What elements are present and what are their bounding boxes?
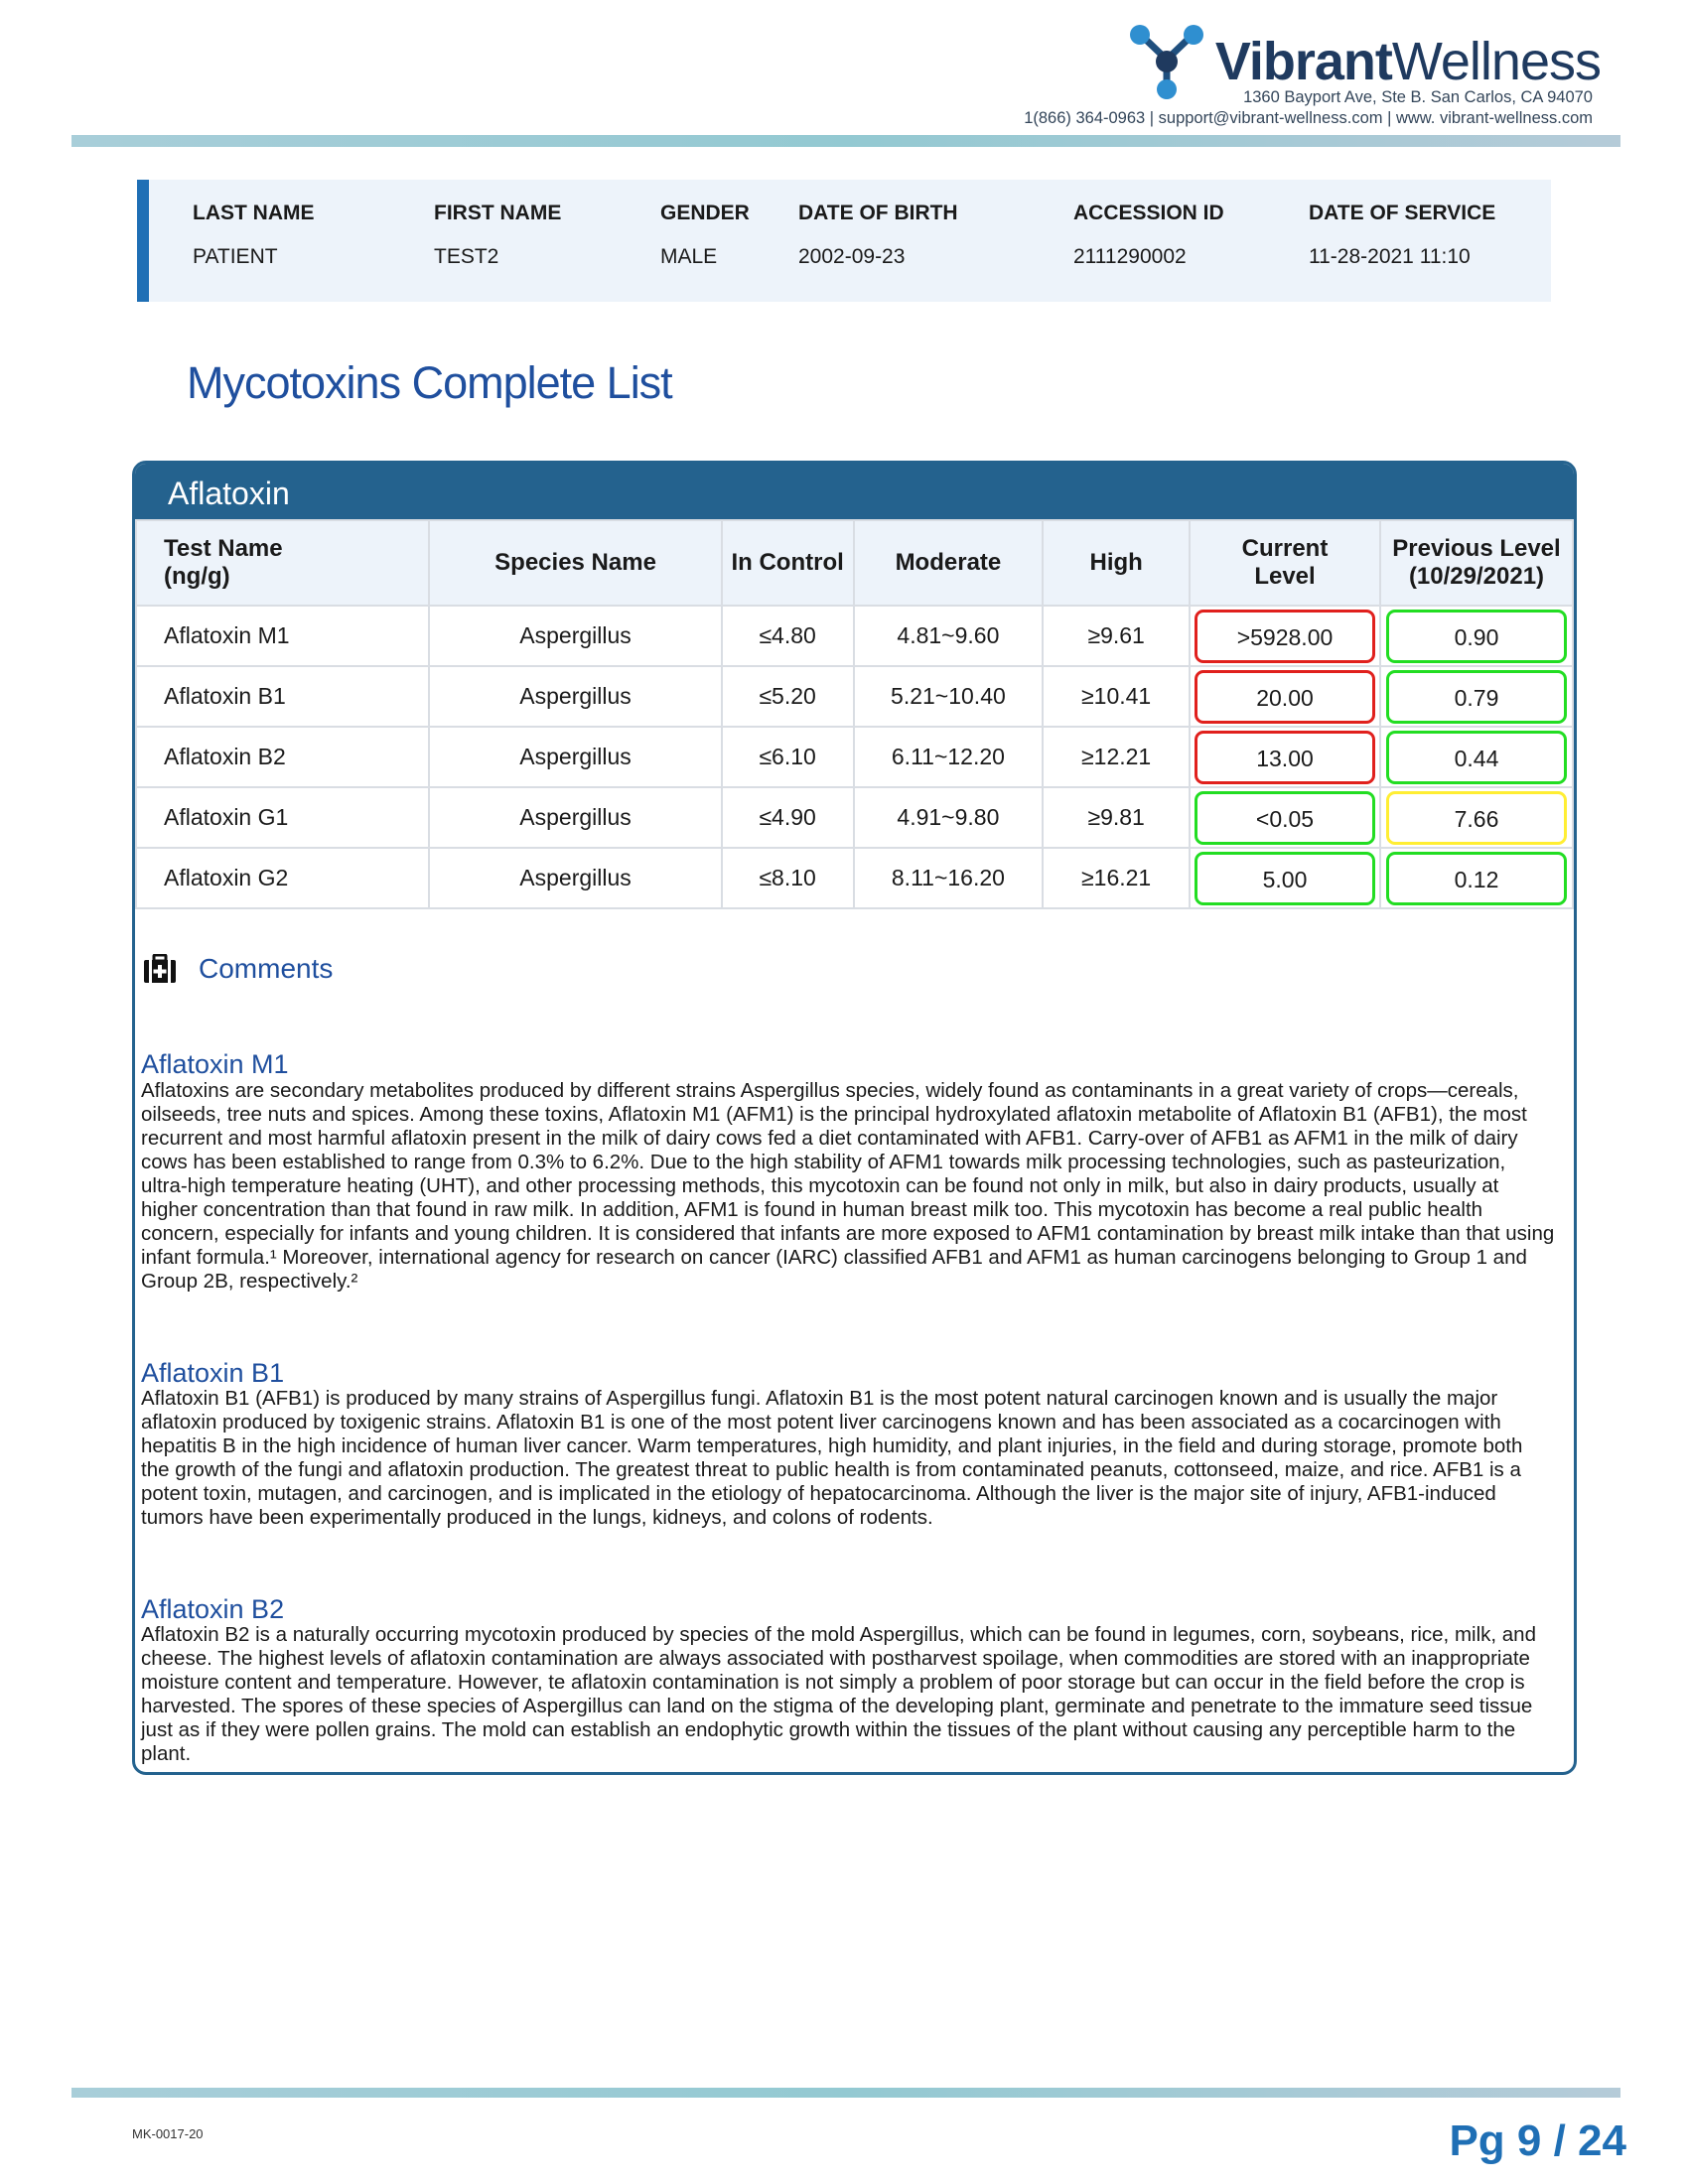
high-range: ≥16.21	[1043, 848, 1190, 908]
col-test-name: Test Name (ng/g)	[136, 520, 429, 606]
previous-level-value: 0.90	[1386, 610, 1567, 663]
panel-title: Aflatoxin	[168, 476, 290, 511]
panel-header	[135, 464, 1574, 519]
page-number: Pg 9 / 24	[1449, 2116, 1626, 2165]
moderate-range: 5.21~10.40	[854, 666, 1044, 727]
species-name: Aspergillus	[429, 848, 721, 908]
in-control-range: ≤5.20	[722, 666, 854, 727]
table-header-row	[136, 520, 1573, 606]
moderate-range: 4.81~9.60	[854, 606, 1044, 666]
medical-kit-icon	[143, 954, 177, 984]
test-name: Aflatoxin G2	[136, 848, 429, 908]
high-range: ≥9.61	[1043, 606, 1190, 666]
test-name: Aflatoxin B2	[136, 727, 429, 787]
patient-info-box	[137, 180, 1551, 302]
comment-title-m1: Aflatoxin M1	[141, 1049, 289, 1079]
high-range: ≥12.21	[1043, 727, 1190, 787]
species-name: Aspergillus	[429, 787, 721, 848]
moderate-range: 8.11~16.20	[854, 848, 1044, 908]
molecule-logo-icon	[1124, 22, 1209, 101]
header-divider	[71, 135, 1620, 147]
comment-body-b1: Aflatoxin B1 (AFB1) is produced by many strains of Aspergillus fungi. Aflatoxin B1 is the most potent natural carcinogen known and is usually the major aflatoxin produced by toxigenic strains. Aflatoxin B1 is one of the most potent liver carcinogens known and has been associated as a cocarcinogen with hepatitis B in the high incidence of human liver cancer. Warm temperatures, high humidity, and plant injuries, in the field and during storage, promote both the growth of the fungi and aflatoxin production. The greatest threat to public health is from contaminated peanuts, cottonseed, maize, and rice. AFB1 is a potent toxin, mutagen, and carcinogen, and is implicated in the etiology of hepatocarcinoma. Although the liver is the major site of injury, AFB1-induced tumors have been experimentally produced in the lungs, kidneys, and colons of rodents.	[141, 1387, 1523, 1529]
patient-box-accent	[137, 180, 149, 302]
moderate-range: 6.11~12.20	[854, 727, 1044, 787]
table-row	[136, 666, 1573, 727]
moderate-range: 4.91~9.80	[854, 787, 1044, 848]
test-name: Aflatoxin G1	[136, 787, 429, 848]
col-species: Species Name	[429, 520, 721, 606]
col-high: High	[1043, 520, 1190, 606]
in-control-range: ≤8.10	[722, 848, 854, 908]
current-level-value: <0.05	[1195, 791, 1375, 845]
col-in-control: In Control	[722, 520, 854, 606]
col-moderate: Moderate	[854, 520, 1044, 606]
current-level-value: 13.00	[1195, 731, 1375, 784]
table-row	[136, 848, 1573, 908]
col-previous-level: Previous Level (10/29/2021)	[1380, 520, 1573, 606]
brand-name: VibrantWellness	[1214, 32, 1601, 91]
col-current-level: Current Level	[1190, 520, 1380, 606]
patient-accession-id: ACCESSION ID 2111290002	[1073, 202, 1224, 268]
previous-level-value: 7.66	[1386, 791, 1567, 845]
high-range: ≥10.41	[1043, 666, 1190, 727]
patient-last-name: LAST NAME PATIENT	[193, 202, 315, 268]
comment-body-b2: Aflatoxin B2 is a naturally occurring mycotoxin produced by species of the mold Aspergillus, which can be found in legumes, corn, soybeans, rice, milk, and cheese. The highest levels of aflatoxin contamination are always associated with postharvest spoilage, when commodities are stored with an inappropriate moisture content and temperature. However, te aflatoxin contamination is not simply a problem of poor storage but can occur in the field before the crop is harvested. The spores of these species of Aspergillus can land on the stigma of the developing plant, germinate and penetrate to the immature seed tissue just as if they were pollen grains. The mold can establish an endophytic growth within the tissues of the plant without causing any perceptible harm to the plant.	[141, 1623, 1536, 1765]
patient-gender: GENDER MALE	[660, 202, 750, 268]
in-control-range: ≤4.90	[722, 787, 854, 848]
current-level-value: 5.00	[1195, 852, 1375, 905]
previous-level-value: 0.44	[1386, 731, 1567, 784]
patient-date-of-service: DATE OF SERVICE 11-28-2021 11:10	[1309, 202, 1496, 268]
comments-label: Comments	[199, 953, 334, 984]
species-name: Aspergillus	[429, 666, 721, 727]
results-table	[135, 519, 1574, 909]
in-control-range: ≤6.10	[722, 727, 854, 787]
comment-title-b2: Aflatoxin B2	[141, 1594, 285, 1624]
aflatoxin-panel	[132, 461, 1577, 1775]
comment-title-b1: Aflatoxin B1	[141, 1358, 285, 1388]
table-row	[136, 606, 1573, 666]
species-name: Aspergillus	[429, 727, 721, 787]
current-level-value: 20.00	[1195, 670, 1375, 724]
page-title: Mycotoxins Complete List	[187, 357, 672, 408]
in-control-range: ≤4.80	[722, 606, 854, 666]
patient-dob: DATE OF BIRTH 2002-09-23	[798, 202, 958, 268]
footer-divider	[71, 2088, 1620, 2098]
previous-level-value: 0.79	[1386, 670, 1567, 724]
company-address: 1360 Bayport Ave, Ste B. San Carlos, CA 94070	[1243, 88, 1593, 106]
comment-body-m1: Aflatoxins are secondary metabolites produced by different strains Aspergillus species, widely found as contaminants in a great variety of crops—cereals, oilseeds, tree nuts and spices. Among these toxins, Aflatoxin M1 (AFM1) is the principal hydroxylated aflatoxin metabolite of Aflatoxin B1 (AFB1), the most recurrent and most harmful aflatoxin present in the milk of dairy cows fed a diet contaminated with AFB1. Carry-over of AFB1 as AFM1 in the milk of dairy cows has been established to range from 0.3% to 6.2%. Due to the high stability of AFM1 towards milk processing technologies, such as pasteurization, ultra-high temperature heating (UHT), and other processing methods, this mycotoxin can be found not only in milk, but also in dairy products, usually at higher concentration than that found in raw milk. In addition, AFM1 is found in human breast milk too. This mycotoxin has become a real public health concern, especially for infants and young children. It is considered that infants are more exposed to AFM1 contamination by breast milk intake than that using infant formula.¹ Moreover, international agency for research on cancer (IARC) classified AFB1 and AFM1 as human carcinogens belonging to Group 1 and Group 2B, respectively.²	[141, 1079, 1555, 1293]
company-contact: 1(866) 364-0963 | support@vibrant-wellness.com | www. vibrant-wellness.com	[1024, 109, 1593, 127]
comments-header	[143, 953, 333, 985]
document-code: MK-0017-20	[132, 2126, 204, 2141]
previous-level-value: 0.12	[1386, 852, 1567, 905]
high-range: ≥9.81	[1043, 787, 1190, 848]
current-level-value: >5928.00	[1195, 610, 1375, 663]
test-name: Aflatoxin B1	[136, 666, 429, 727]
table-row	[136, 727, 1573, 787]
species-name: Aspergillus	[429, 606, 721, 666]
patient-first-name: FIRST NAME TEST2	[434, 202, 562, 268]
table-row	[136, 787, 1573, 848]
test-name: Aflatoxin M1	[136, 606, 429, 666]
